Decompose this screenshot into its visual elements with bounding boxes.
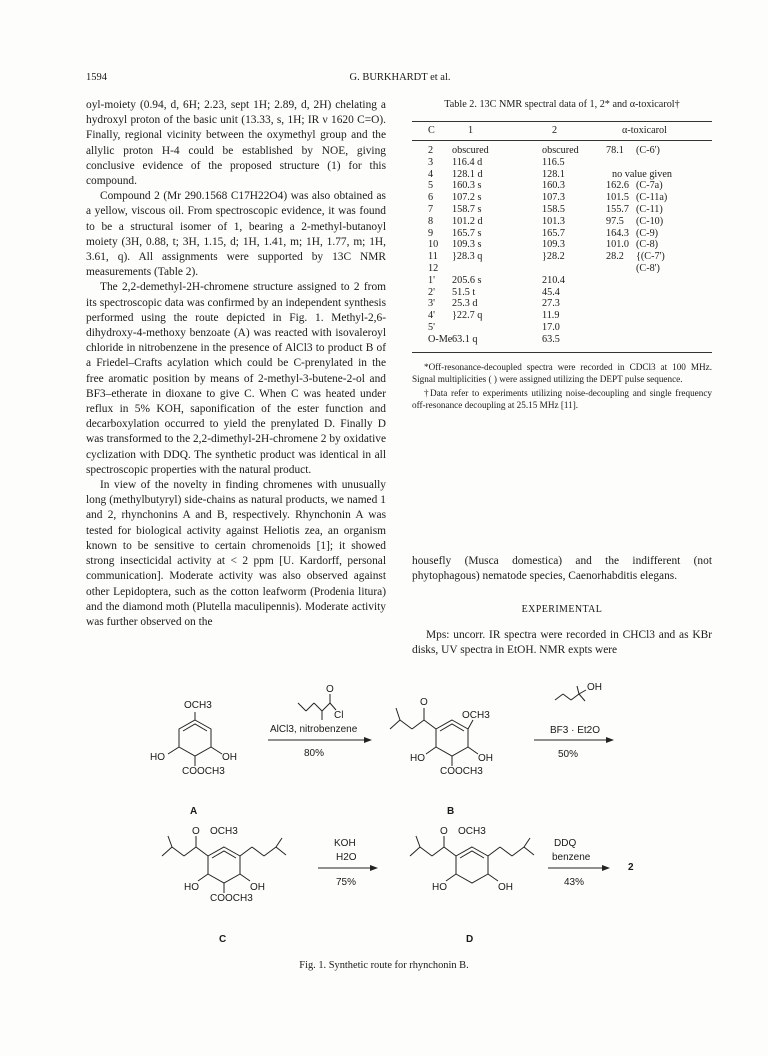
table-row <box>412 169 712 181</box>
table-col-toxicarol: α-toxicarol <box>622 125 667 136</box>
scheme-structures <box>162 686 606 893</box>
right-column-bottom <box>412 554 712 658</box>
figure-caption: Fig. 1. Synthetic route for rhynchonin B. <box>299 960 469 971</box>
table-cell: {(C-7') <box>636 251 665 263</box>
table-row <box>412 180 712 192</box>
table-rule-mid <box>412 140 712 141</box>
oh-label-b: OH <box>478 753 493 764</box>
table-col-1: 1 <box>468 125 474 136</box>
table-row <box>412 228 712 240</box>
cooch3-label-b: COOCH3 <box>440 766 483 777</box>
table-cell: no value given <box>612 168 672 180</box>
cl-label: Cl <box>334 710 344 721</box>
table-rule-bottom <box>412 352 712 353</box>
paragraph: The 2,2-demethyl-2H-chromene structure assigned to 2 from its spectroscopic data was confirmed by an independent synthesis performed using the route depicted in Fig. 1. Methyl-2,6-dihydroxy-4-methoxy benzoate (A) was reacted with isovaleroyl chloride in nitrobenzene in the presence of AlCl3 to product B of a Friedel–Crafts acylation which could be C-prenylated in the free aromatic position by means of 2-methyl-3-butene-2-ol and BF3–etherate in dioxane to give C. When C was heated under reflux in 5% KOH, saponification of the ester function and decarboxylation occurred to yield the prenylated D. Finally D was transformed to the 2,2-dimethyl-2H-chromene 2 by oxidative cyclization with DDQ. The synthetic product was identical in all spectroscopic properties with the natural product. <box>86 281 386 476</box>
table-cell: 6 <box>428 192 434 204</box>
table-row <box>412 204 712 216</box>
table-cell: 160.3 <box>542 180 565 192</box>
table-cell: }28.3 q <box>452 251 483 263</box>
table-cell: 155.7 <box>606 203 629 215</box>
table-row <box>412 275 712 287</box>
table-cell: 5 <box>428 180 434 192</box>
step1-reagent: AlCl3, nitrobenzene <box>270 724 358 735</box>
table-cell: 101.2 d <box>452 215 483 227</box>
table-cell: (C-9) <box>636 227 659 239</box>
table-cell: 97.5 <box>606 215 624 227</box>
table-cell: (C-8) <box>636 239 659 251</box>
experimental-heading: EXPERIMENTAL <box>521 604 603 616</box>
reagent-acyl-chloride <box>298 694 336 720</box>
table-cell: (C-11) <box>636 203 663 215</box>
cooch3-label-c: COOCH3 <box>210 893 253 904</box>
table-cell: 101.5 <box>606 192 629 204</box>
paragraph: oyl-moiety (0.94, d, 6H; 2.23, sept 1H; 2.89, d, 2H) chelating a hydroxyl proton of the basic unit (13.33, s, 1H; IR ν 1620 C=O). Finally, regional vicinity between the oxymethyl group and the allylic proton H-4 could be established by NOE, giving conclusive evidence of the proposed structure (1) for this compound. <box>86 99 386 188</box>
step2-yield: 50% <box>558 749 579 760</box>
ketone-o-label-d: O <box>440 826 448 837</box>
table-cell: 164.3 <box>606 227 629 239</box>
table-col-2: 2 <box>552 125 558 136</box>
table-cell: 25.3 d <box>452 298 478 310</box>
table-cell: 210.4 <box>542 274 565 286</box>
running-head: G. BURKHARDT et al. <box>349 72 451 83</box>
table-cell: 205.6 s <box>452 274 482 286</box>
table-row <box>412 287 712 299</box>
table-cell: obscured <box>542 145 579 156</box>
cooch3-label-a: COOCH3 <box>182 766 225 777</box>
table-cell: 101.0 <box>606 239 629 251</box>
step4-reagent-1: DDQ <box>554 838 577 849</box>
table-cell: 10 <box>428 239 439 251</box>
oh-label-c: OH <box>250 882 265 893</box>
table-cell: 27.3 <box>542 298 560 310</box>
table-cell: 11.9 <box>542 310 560 322</box>
table-cell: (C-7a) <box>636 180 663 192</box>
step4-yield: 43% <box>564 877 585 888</box>
table-cell: (C-10) <box>636 215 664 227</box>
structure-c <box>162 836 286 893</box>
table-cell: 7 <box>428 203 434 215</box>
table-row <box>412 192 712 204</box>
compound-label-a: A <box>190 806 198 817</box>
table-cell: 63.1 q <box>452 333 478 345</box>
table-cell: 116.5 <box>542 156 565 168</box>
continuation-text: housefly (Musca domestica) and the indifferent (not phytophagous) nematode species, Caenorhabditis elegans. <box>412 555 712 583</box>
table-cell: 28.2 <box>606 251 624 263</box>
ho-label-d: HO <box>432 882 447 893</box>
compound-label-b: B <box>447 806 455 817</box>
table-cell: 162.6 <box>606 180 629 192</box>
table-cell: 11 <box>428 251 438 263</box>
step3-reagent-1: KOH <box>334 838 356 849</box>
table-cell: 1' <box>428 274 435 286</box>
table-cell: 128.1 d <box>452 168 483 180</box>
table-cell: O-Me <box>428 333 453 345</box>
paragraph: Compound 2 (Mr 290.1568 C17H22O4) was also obtained as a yellow, viscous oil. From spectroscopic evidence, it was found to be a structural isomer of 1, bearing a 2-methyl-butanoyl moiety (3H, 0.88, t; 3H, 1.15, d; 1H, 1.41, m; 1H, 1.77, m; 1H, 3.61, q). All assignments were supported by 13C NMR measurements (Table 2). <box>86 190 386 279</box>
table-header <box>412 122 712 140</box>
table-cell: 101.3 <box>542 215 565 227</box>
table-cell: 165.7 s <box>452 227 482 239</box>
table-cell: obscured <box>452 145 489 156</box>
table-cell: 17.0 <box>542 321 560 333</box>
table-cell: (C-8') <box>636 262 660 274</box>
table-cell: 3 <box>428 156 434 168</box>
table-cell: 63.5 <box>542 333 560 345</box>
table-cell: 2' <box>428 286 435 298</box>
reagent-butenol <box>555 686 586 701</box>
ketone-o-label-reagent: O <box>326 684 334 695</box>
butenol-oh-label: OH <box>587 682 602 693</box>
ketone-o-label-c: O <box>192 826 200 837</box>
table-row <box>412 145 712 157</box>
table-cell: 3' <box>428 298 435 310</box>
table-cell: 165.7 <box>542 227 565 239</box>
table-col-c: C <box>428 125 435 136</box>
ketone-o-label-b: O <box>420 697 428 708</box>
ho-label-a: HO <box>150 752 165 763</box>
table-cell: 107.3 <box>542 192 565 204</box>
table-footnote: *Off-resonance-decoupled spectra were recorded in CDCl3 at 100 MHz. Signal multiplicities ( ) were assigned utilizing the DEPT pulse sequence. <box>412 361 712 384</box>
table-cell: }28.2 <box>542 251 565 263</box>
table-footnotes <box>412 361 712 412</box>
och3-label-b: OCH3 <box>462 710 490 721</box>
step3-yield: 75% <box>336 877 357 888</box>
table-cell: }22.7 q <box>452 310 483 322</box>
table-cell: 158.5 <box>542 203 565 215</box>
table-cell: 51.5 t <box>452 286 476 298</box>
paragraph: In view of the novelty in finding chromenes with unusually long (methylbutyryl) side-chains as natural products, we named 1 and 2, rhynchonins A and B, respectively. Rhynchonin A was tested for biological activity against Heliotis zea, an organism known to be sensitive to certain chromenoids [1]; it showed strong insecticidal activity at < 2 ppm [U. Kardorff, personal communication]. Moderate activity was also observed against other Lepidoptera, such as the cotton leafworm (Prodenia litura) and the diamond moth (Plutella maculipennis). Moderate activity was further observed on the <box>86 479 386 628</box>
ho-label-b: HO <box>410 753 425 764</box>
table-row <box>412 216 712 228</box>
table-cell: 116.4 d <box>452 156 483 168</box>
table-row <box>412 239 712 251</box>
table-row <box>412 157 712 169</box>
page-number: 1594 <box>86 72 107 83</box>
table-caption: Table 2. 13C NMR spectral data of 1, 2* and α-toxicarol† <box>444 99 680 110</box>
oh-label-a: OH <box>222 752 237 763</box>
structure-a <box>168 712 222 766</box>
table-row <box>412 310 712 322</box>
ho-label-c: HO <box>184 882 199 893</box>
table-cell: 109.3 s <box>452 239 482 251</box>
step2-reagent: BF3 · Et2O <box>550 725 601 736</box>
table-cell: 109.3 <box>542 239 565 251</box>
table-row <box>412 298 712 310</box>
table-row <box>412 263 712 275</box>
och3-label-d: OCH3 <box>458 826 486 837</box>
step3-reagent-2: H2O <box>336 852 357 863</box>
och3-label-c: OCH3 <box>210 826 238 837</box>
table-cell: 128.1 <box>542 168 565 180</box>
table-body <box>412 145 712 346</box>
table-cell: (C-11a) <box>636 192 668 204</box>
table-row <box>412 334 712 346</box>
table-cell: 9 <box>428 227 434 239</box>
product-label-2: 2 <box>628 862 634 873</box>
compound-label-c: C <box>219 934 227 945</box>
table-cell: 12 <box>428 262 439 274</box>
structure-d <box>410 836 534 883</box>
nmr-table <box>412 98 712 413</box>
table-cell: 8 <box>428 215 434 227</box>
table-cell: (C-6') <box>636 145 660 156</box>
och3-label-a: OCH3 <box>184 700 212 711</box>
table-cell: 78.1 <box>606 145 624 156</box>
table-row <box>412 322 712 334</box>
table-cell: 160.3 s <box>452 180 482 192</box>
oh-label-d: OH <box>498 882 513 893</box>
table-cell: 4 <box>428 168 434 180</box>
experimental-text: Mps: uncorr. IR spectra were recorded in CHCl3 and as KBr disks, UV spectra in EtOH. NMR expts were <box>412 628 712 656</box>
table-cell: 45.4 <box>542 286 560 298</box>
compound-label-d: D <box>466 934 474 945</box>
table-cell: 5' <box>428 321 435 333</box>
step4-reagent-2: benzene <box>552 852 591 863</box>
step1-yield: 80% <box>304 748 325 759</box>
table-cell: 158.7 s <box>452 203 482 215</box>
table-cell: 4' <box>428 310 435 322</box>
table-cell: 107.2 s <box>452 192 482 204</box>
table-cell: 2 <box>428 145 434 156</box>
table-row <box>412 251 712 263</box>
left-column <box>86 98 386 630</box>
table-footnote: †Data refer to experiments utilizing noise-decoupling and single frequency off-resonance decoupling at 25.15 MHz [11]. <box>412 387 712 411</box>
